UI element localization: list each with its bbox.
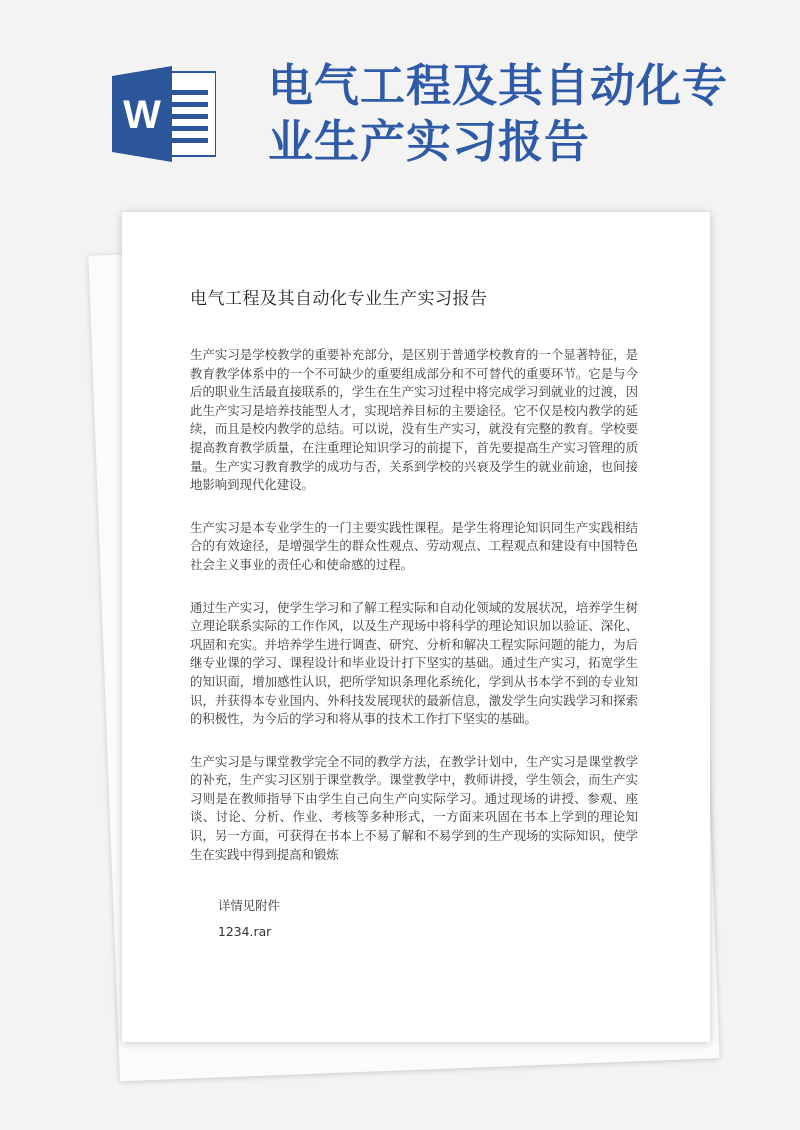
page-header xyxy=(0,0,800,200)
page-title xyxy=(268,58,768,170)
word-document-icon xyxy=(112,66,216,162)
paragraph-1: 生产实习是学校教学的重要补充部分，是区别于普通学校教育的一个显著特征，是教育教学体系中的一个不可缺少的重要组成部分和不可替代的重要环节。它是与今后的职业生活最直接联系的，学生在生产实习过程中将完成学习到就业的过渡，因此生产实习是培养技能型人才，实现培养目标的主要途径。它不仅是校内教学的延续，而且是校内教学的总结。可以说，没有生产实习，就没有完整的教育。学校要提高教育教学质量，在注重理论知识学习的前提下，首先要提高生产实习管理的质量。生产实习教育教学的成功与否，关系到学校的兴衰及学生的就业前途，也间接地影响到现代化建设。 xyxy=(190,347,638,493)
paragraph-3: 通过生产实习，使学生学习和了解工程实际和自动化领域的发展状况，培养学生树立理论联系实际的工作作风，以及生产现场中将科学的理论知识加以验证、深化、巩固和充实。并培养学生进行调查、研究、分析和解决工程实际问题的能力，为后继专业课的学习、课程设计和毕业设计打下坚实的基础。通过生产实习，拓宽学生的知识面，增加感性认识，把所学知识条理化系统化，学到从书本学不到的专业知识，并获得本专业国内、外科技发展现状的最新信息，激发学生向实践学习和探索的积极性，为今后的学习和将从事的技术工作打下坚实的基础。 xyxy=(190,599,638,727)
paragraph-4: 生产实习是与课堂教学完全不同的教学方法，在教学计划中，生产实习是课堂教学的补充，生产实习区别于课堂教学。课堂教学中，教师讲授，学生领会，而生产实习则是在教师指导下由学生自己向生产向实际学习。通过现场的讲授、参观、座谈、讨论、分析、作业、考核等多种形式，一方面来巩固在书本上学到的理论知识，另一方面，可获得在书本上不易了解和不易学到的生产现场的实际知识，使学生在实践中得到提高和锻炼 xyxy=(190,753,638,862)
svg-text:W: W xyxy=(123,93,161,137)
attachment-file-link[interactable]: 1234.rar xyxy=(218,924,272,939)
page-title-line-1: 电气工程及其自动化专 xyxy=(268,59,729,112)
page-title-line-2: 业生产实习报告 xyxy=(268,115,591,168)
document-body xyxy=(190,346,638,888)
document-sheet xyxy=(122,212,710,1042)
document-title: 电气工程及其自动化专业生产实习报告 xyxy=(190,289,488,309)
paragraph-2: 生产实习是本专业学生的一门主要实践性课程。是学生将理论知识同生产实践相结合的有效途径，是增强学生的群众性观点、劳动观点、工程观点和建设有中国特色社会主义事业的责任心和使命感的过程。 xyxy=(190,519,638,572)
attachment-label: 详情见附件 xyxy=(218,898,280,913)
